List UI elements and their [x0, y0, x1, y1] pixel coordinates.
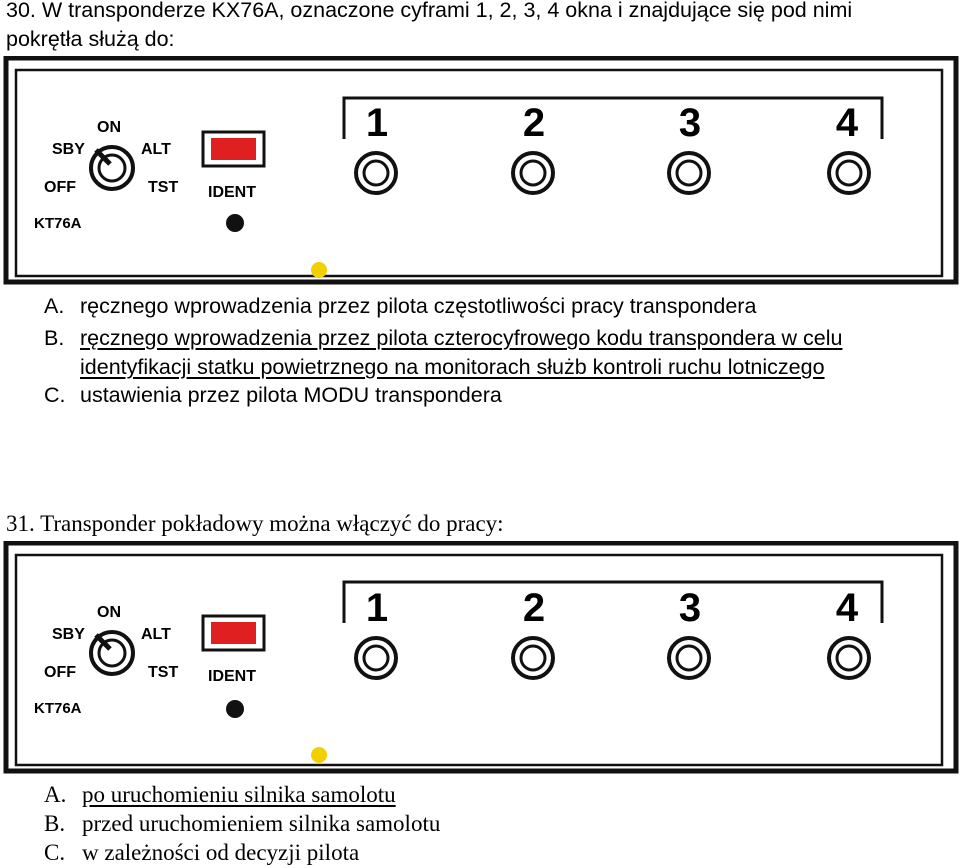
q30-answer-b-letter: B. — [44, 326, 65, 350]
mode-label-off: OFF — [44, 179, 76, 196]
mode-label-tst: TST — [148, 664, 179, 681]
q30-answer-b-text-line1: ręcznego wprowadzenia przez pilota czterocyfrowego kodu transpondera w celu — [80, 326, 843, 350]
digit-label-4: 4 — [835, 101, 859, 145]
digit-label-3: 3 — [678, 101, 702, 145]
mode-label-sby: SBY — [52, 141, 85, 158]
photocell-sensor — [226, 214, 244, 232]
transponder-panel-2 — [0, 541, 960, 775]
q31-answer-b-letter: B. — [44, 811, 66, 836]
ident-button[interactable] — [203, 132, 264, 166]
q31-answer-a-text: po uruchomieniu silnika samolotu — [82, 782, 396, 807]
q31-answer-c[interactable] — [44, 838, 65, 867]
code-knob-2[interactable] — [513, 153, 553, 193]
q31-answer-c-text: w zależności od decyzji pilota — [82, 840, 360, 865]
question-30-stem-line2: pokrętła służą do: — [6, 27, 175, 51]
q30-answer-a-text: ręcznego wprowadzenia przez pilota częstotliwości pracy transpondera — [80, 294, 757, 318]
mode-label-tst: TST — [148, 179, 179, 196]
q31-answer-a[interactable] — [44, 780, 66, 809]
question-30-stem-line1: 30. W transponderze KX76A, oznaczone cyframi 1, 2, 3, 4 okna i znajdujące się pod nimi — [6, 0, 853, 22]
reply-light — [311, 262, 327, 278]
ident-button-light — [211, 138, 256, 160]
transponder-panel-1 — [0, 56, 960, 286]
digit-label-4: 4 — [835, 586, 859, 630]
q30-answer-c[interactable] — [44, 381, 66, 410]
q30-answer-a-letter: A. — [44, 294, 65, 318]
mode-selector-knob[interactable] — [91, 147, 133, 189]
ident-label: IDENT — [208, 184, 256, 201]
code-knob-3[interactable] — [669, 153, 709, 193]
q31-answer-a-letter: A. — [44, 782, 67, 807]
q31-answer-c-letter: C. — [44, 840, 66, 865]
ident-label: IDENT — [208, 668, 256, 685]
ident-button-light — [211, 622, 256, 644]
photocell-sensor — [226, 700, 244, 718]
digit-label-2: 2 — [522, 586, 546, 630]
question-31-stem: 31. Transponder pokładowy można włączyć do pracy: — [6, 511, 504, 536]
q30-answer-a[interactable] — [44, 292, 64, 321]
code-knob-1[interactable] — [356, 638, 396, 678]
mode-selector-knob[interactable] — [91, 632, 133, 674]
mode-label-alt: ALT — [141, 626, 171, 643]
mode-label-on: ON — [97, 119, 121, 136]
code-knob-3[interactable] — [669, 638, 709, 678]
code-knob-1[interactable] — [356, 153, 396, 193]
digit-label-1: 1 — [365, 586, 389, 630]
q31-answer-b-text: przed uruchomieniem silnika samolotu — [82, 811, 441, 836]
mode-label-off: OFF — [44, 664, 76, 681]
code-knob-4[interactable] — [829, 638, 869, 678]
q30-answer-b[interactable] — [44, 324, 64, 353]
code-knob-4[interactable] — [829, 153, 869, 193]
model-label: KT76A — [34, 215, 82, 232]
model-label: KT76A — [34, 700, 82, 717]
mode-label-on: ON — [97, 604, 121, 621]
ident-button[interactable] — [203, 616, 264, 650]
digit-label-3: 3 — [678, 586, 702, 630]
code-knob-2[interactable] — [513, 638, 553, 678]
digit-label-2: 2 — [522, 101, 546, 145]
mode-label-alt: ALT — [141, 141, 171, 158]
q31-answer-b[interactable] — [44, 809, 65, 838]
mode-label-sby: SBY — [52, 626, 85, 643]
q30-answer-b-text-line2: identyfikacji statku powietrznego na monitorach służb kontroli ruchu lotniczego — [80, 355, 825, 379]
q30-answer-c-text: ustawienia przez pilota MODU transpondera — [80, 383, 502, 407]
q30-answer-c-letter: C. — [44, 383, 66, 407]
reply-light — [311, 747, 327, 763]
digit-label-1: 1 — [365, 101, 389, 145]
